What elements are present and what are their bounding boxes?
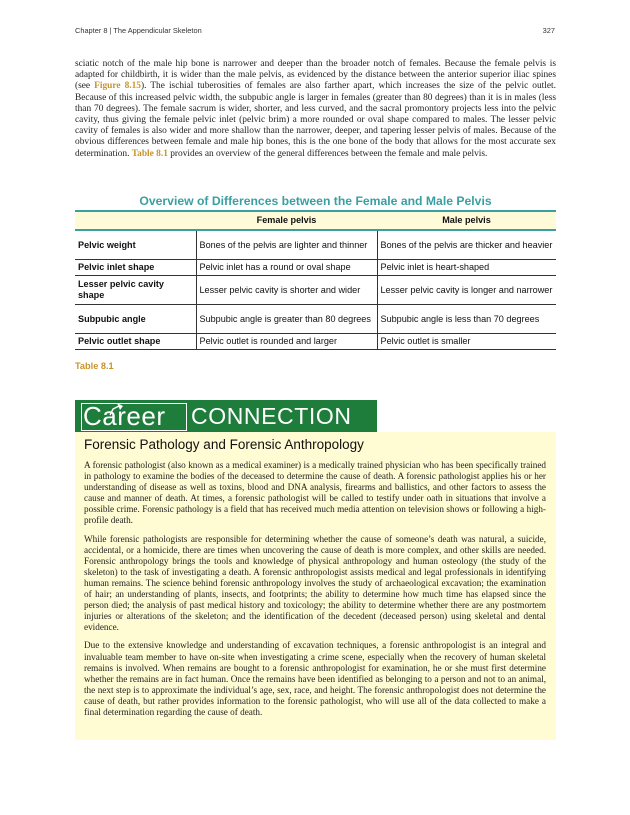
feature-paragraph: A forensic pathologist (also known as a medical examiner) is a medically trained physician who has been specifically trained in pathology to examine the bodies of the deceased to determine the cause of death. A forensic pathologist applies his or her understanding of disease as well as toxins, blood and DNA analysis, firearms and ballistics, and other factors to assess the cause and manner of death. At times, a forensic pathologist will be called to testify under oath in situations that involve a possible crime. Forensic pathology is a field that has received much media attention on television shows or following a high-profile death. [84,460,546,526]
page-header [75,26,555,38]
row-label: Pelvic outlet shape [75,334,196,350]
table-header-row [75,211,556,230]
feature-title: Forensic Pathology and Forensic Anthropology [84,437,364,452]
female-cell: Pelvic inlet has a round or oval shape [196,260,377,276]
intro-text-3: provides an overview of the general differences between the female and male pelvis. [167,148,488,159]
career-connection-banner [75,400,377,432]
male-cell: Bones of the pelvis are thicker and heavier [377,230,556,260]
female-cell: Pelvic outlet is rounded and larger [196,334,377,350]
header-male-pelvis: Male pelvis [377,211,556,230]
pelvis-comparison-table [75,210,556,350]
intro-text-1: sciatic notch of the male hip bone is narrower and deeper than the broader notch of females. Because the female pelvis is adapted for childbirth, it is wider than the male pelvis, as evidenced by the distance between the anterior superior iliac spines (see [75,59,556,92]
table-row [75,230,556,260]
male-cell: Subpubic angle is less than 70 degrees [377,305,556,334]
table-row [75,276,556,305]
intro-paragraph [75,59,556,160]
female-cell: Subpubic angle is greater than 80 degrees [196,305,377,334]
feature-paragraph: Due to the extensive knowledge and understanding of excavation techniques, a forensic anthropologist is an integral and invaluable team member to have on-site when investigating a crime scene, especially when the recovery of human skeletal remains is involved. When remains are bought to a forensic anthropologist for examination, he or she must first determine whether the remains are in fact human. Once the remains have been identified as belonging to a person and not to an animal, the next step is to approximate the individual’s age, sex, race, and height. The forensic anthropologist does not determine the cause of death, but rather provides information to the forensic pathologist, who will use all of the data collected to make a final determination regarding the cause of death. [84,640,546,717]
row-label: Pelvic inlet shape [75,260,196,276]
career-feature-box [75,432,556,740]
row-label: Pelvic weight [75,230,196,260]
header-female-pelvis: Female pelvis [196,211,377,230]
table-row [75,334,556,350]
row-label: Lesser pelvic cavity shape [75,276,196,305]
row-label: Subpubic angle [75,305,196,334]
feature-paragraph: While forensic pathologists are responsible for determining whether the cause of someone’s death was natural, a suicide, accidental, or a homicide, there are times when uncovering the cause of death is more complex, and other skills are needed. Forensic anthropology brings the tools and knowledge of physical anthropology and human osteology (the study of the skeleton) to the task of investigating a death. A forensic anthropologist assists medical and legal professionals in identifying human remains. The science behind forensic anthropology involves the study of archaeological excavation; the examination of hair; an understanding of plants, insects, and footprints; the ability to determine how much time has elapsed since the person died; the analysis of past medical history and toxicology; the ability to determine whether there are any postmortem injuries or alterations of the skeleton; and the identification of the decedent (deceased person) using skeletal and dental evidence. [84,533,546,633]
feature-body [84,460,546,725]
career-word: Career [83,401,166,431]
table-row [75,305,556,334]
table-8-1-link[interactable]: Table 8.1 [131,148,168,159]
intro-text-2: ). The ischial tuberosities of females are also farther apart, which increases the size of the pelvic outlet. Because of this increased pelvic width, the subpubic angle is larger in females (greater than 80 degrees) than it is in males (less than 70 degrees). The female sacrum is wider, shorter, and less curved, and the sacral promontory projects less into the pelvic cavity, thus giving the female pelvic inlet (pelvic brim) a more rounded or oval shape compared to males. The lesser pelvic cavity of females is also wider and more shallow than the narrower, deeper, and tapering lesser pelvis of males. Because of the obvious differences between female and male hip bones, this is the one bone of the body that allows for the most accurate sex determination. [75,81,557,159]
figure-8-15-link[interactable]: Figure 8.15 [94,81,141,92]
chapter-title: Chapter 8 | The Appendicular Skeleton [75,26,202,35]
table-row [75,260,556,276]
table-title: Overview of Differences between the Female and Male Pelvis [139,194,492,208]
table-caption: Table 8.1 [75,361,114,371]
male-cell: Pelvic outlet is smaller [377,334,556,350]
connection-word: CONNECTION [191,403,352,429]
female-cell: Lesser pelvic cavity is shorter and wider [196,276,377,305]
female-cell: Bones of the pelvis are lighter and thinner [196,230,377,260]
table-header-empty [75,211,196,230]
page-number: 327 [542,26,555,35]
male-cell: Lesser pelvic cavity is longer and narrower [377,276,556,305]
male-cell: Pelvic inlet is heart-shaped [377,260,556,276]
